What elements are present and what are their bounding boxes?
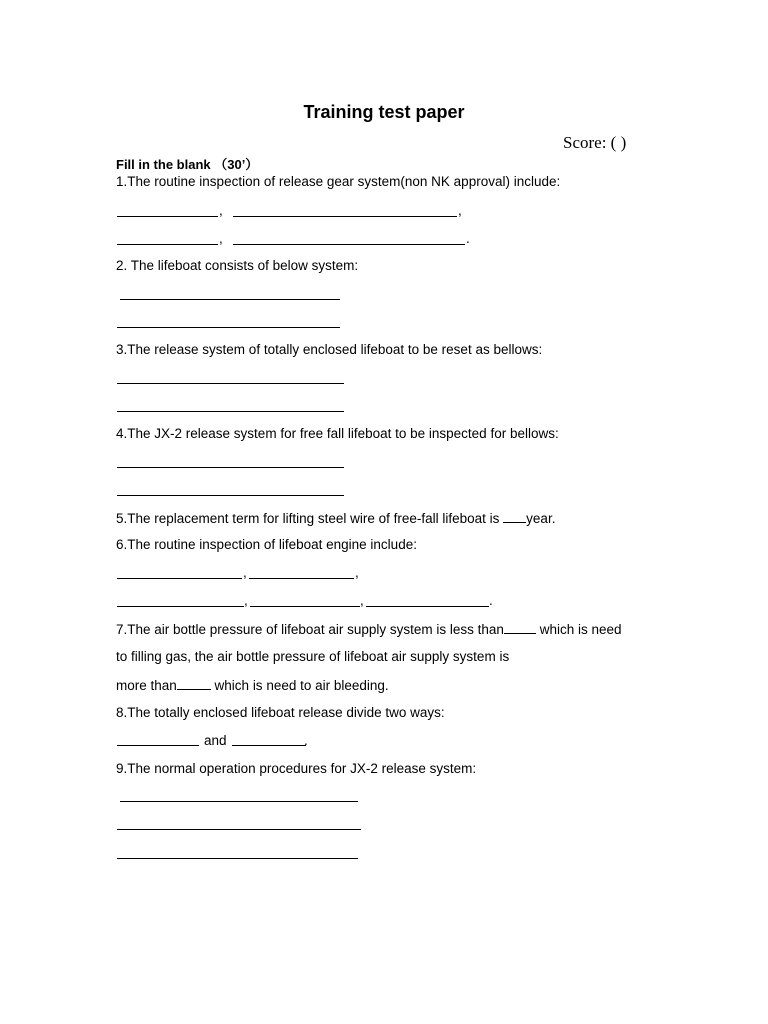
- question-7-text: more than: [116, 678, 177, 693]
- comma: ,: [360, 593, 364, 608]
- answer-blank[interactable]: [117, 411, 344, 412]
- question-9: 9.The normal operation procedures for JX-2 release system:: [116, 761, 477, 776]
- question-7-text-cont: which is need: [535, 622, 622, 637]
- answer-blank[interactable]: [249, 578, 354, 579]
- comma: ,: [355, 565, 359, 580]
- comma: ,: [243, 565, 247, 580]
- period: .: [466, 231, 470, 246]
- answer-blank[interactable]: [232, 745, 306, 746]
- question-8: 8.The totally enclosed lifeboat release divide two ways:: [116, 705, 445, 720]
- answer-blank[interactable]: [250, 606, 360, 607]
- question-5-text: 5.The replacement term for lifting steel wire of free-fall lifeboat is: [116, 511, 504, 526]
- answer-blank[interactable]: [117, 467, 344, 468]
- answer-blank[interactable]: [366, 606, 489, 607]
- comma: ,: [219, 231, 223, 246]
- answer-blank[interactable]: [233, 244, 465, 245]
- answer-blank[interactable]: [117, 606, 244, 607]
- answer-blank[interactable]: [117, 327, 340, 328]
- question-5-suffix: year.: [526, 511, 556, 526]
- period: .: [489, 593, 493, 608]
- comma: ,: [244, 593, 248, 608]
- answer-blank[interactable]: [233, 216, 457, 217]
- answer-blank[interactable]: [177, 677, 211, 690]
- answer-blank[interactable]: [503, 510, 526, 523]
- question-1: 1.The routine inspection of release gear system(non NK approval) include:: [116, 174, 561, 189]
- question-2: 2. The lifeboat consists of below system:: [116, 258, 359, 273]
- question-7-text: 7.The air bottle pressure of lifeboat air supply system is less than: [116, 622, 504, 637]
- comma: ,: [458, 203, 462, 218]
- answer-blank[interactable]: [117, 578, 242, 579]
- question-4: 4.The JX-2 release system for free fall lifeboat to be inspected for bellows:: [116, 426, 559, 441]
- answer-blank[interactable]: [117, 829, 361, 830]
- answer-blank[interactable]: [120, 299, 340, 300]
- question-5: [116, 510, 555, 526]
- score-label: Score: ( ): [563, 133, 627, 152]
- question-3: 3.The release system of totally enclosed lifeboat to be reset as bellows:: [116, 342, 543, 357]
- answer-blank[interactable]: [504, 621, 536, 634]
- answer-blank[interactable]: [117, 745, 199, 746]
- question-6: 6.The routine inspection of lifeboat engine include:: [116, 537, 417, 552]
- question-7: [116, 621, 622, 637]
- answer-blank[interactable]: [117, 495, 344, 496]
- section-heading: Fill in the blank （30’）: [116, 157, 259, 172]
- question-7-text-cont: which is need to air bleeding.: [210, 678, 389, 693]
- answer-blank[interactable]: [117, 244, 218, 245]
- and-label: and: [204, 733, 227, 748]
- answer-blank[interactable]: [117, 216, 218, 217]
- answer-blank[interactable]: [117, 383, 344, 384]
- period: .: [304, 733, 308, 748]
- page-title: Training test paper: [303, 102, 465, 122]
- answer-blank[interactable]: [117, 858, 358, 859]
- question-7-line-3: [116, 677, 389, 693]
- question-7-line-2: to filling gas, the air bottle pressure of lifeboat air supply system is: [116, 649, 510, 664]
- comma: ,: [219, 203, 223, 218]
- answer-blank[interactable]: [120, 801, 358, 802]
